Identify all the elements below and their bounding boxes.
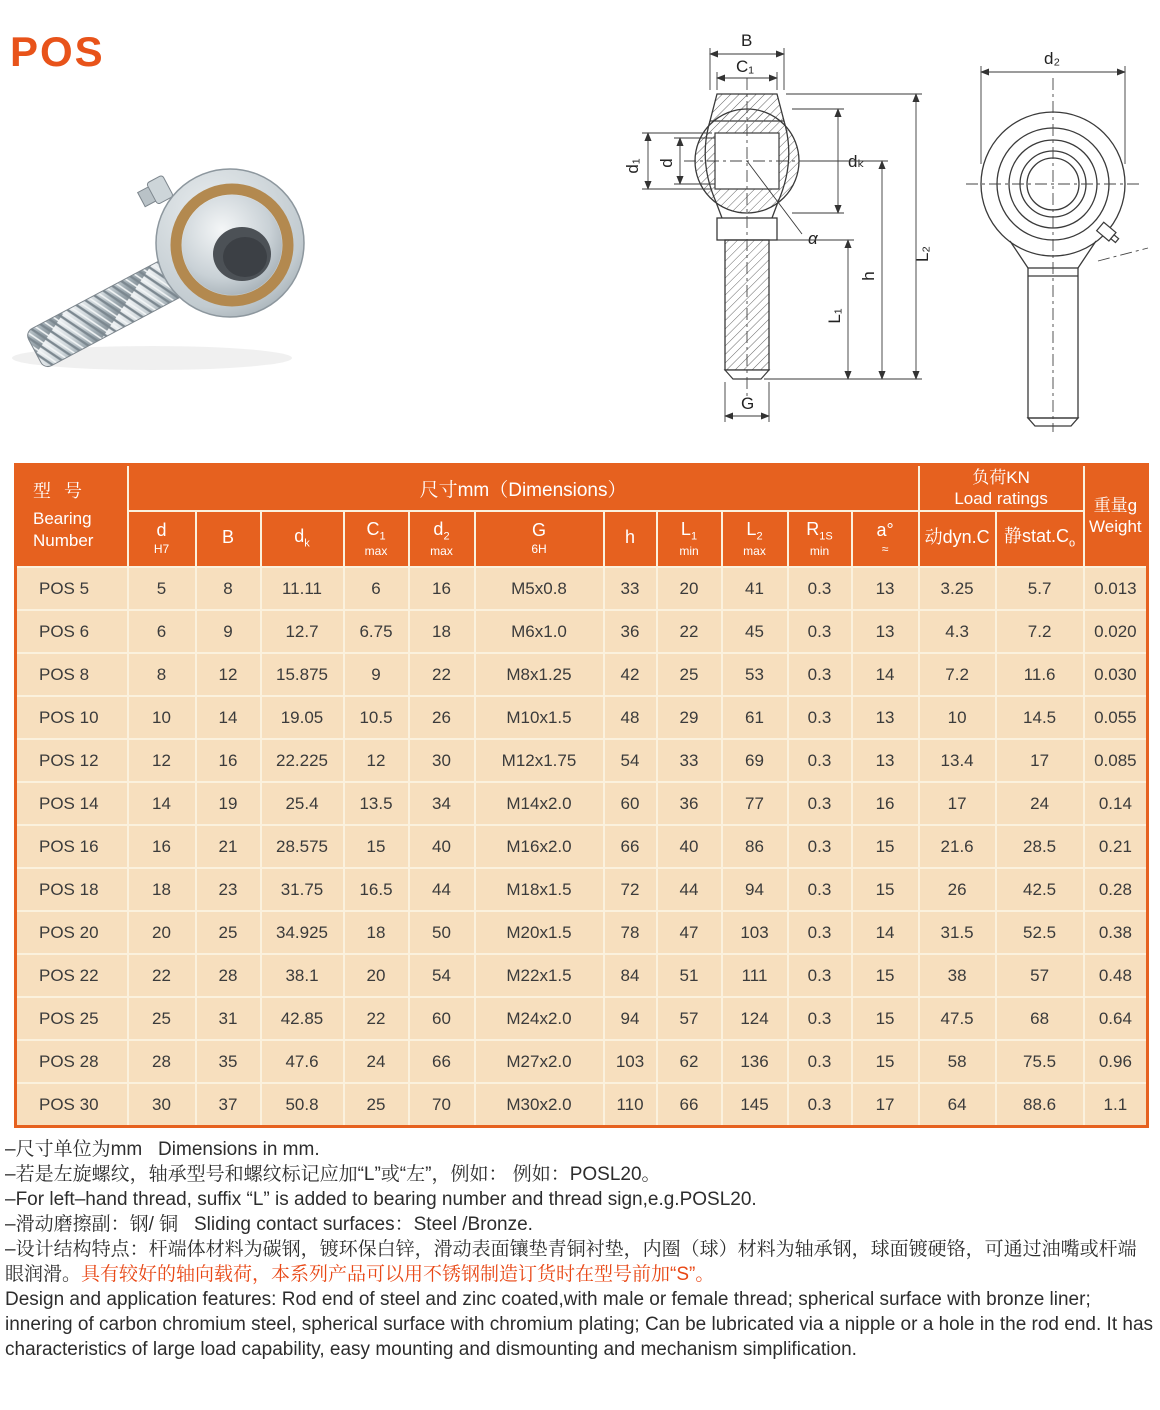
value-cell: 37 — [196, 1083, 261, 1127]
column-header: d H7 — [128, 511, 196, 567]
dim-dk-label: dₖ — [848, 152, 865, 171]
value-cell: M24x2.0 — [475, 997, 604, 1040]
value-cell: 18 — [344, 911, 409, 954]
value-cell: 7.2 — [996, 610, 1084, 653]
value-cell: 47.5 — [919, 997, 996, 1040]
value-cell: 25 — [128, 997, 196, 1040]
value-cell: M27x2.0 — [475, 1040, 604, 1083]
value-cell: 94 — [604, 997, 657, 1040]
value-cell: 16.5 — [344, 868, 409, 911]
value-cell: 11.6 — [996, 653, 1084, 696]
value-cell: 13 — [852, 696, 919, 739]
value-cell: M16x2.0 — [475, 825, 604, 868]
note-text-highlight: 具有较好的轴向载荷，本系列产品可以用不锈钢制造订货时在型号前加“S”。 — [81, 1264, 715, 1285]
bearing-number-cell: POS 14 — [16, 782, 128, 825]
value-cell: 25 — [344, 1083, 409, 1127]
value-cell: 48 — [604, 696, 657, 739]
note-line — [5, 1137, 1155, 1162]
table-row — [16, 610, 1148, 653]
value-cell: 10.5 — [344, 696, 409, 739]
spec-table — [14, 463, 1149, 1128]
column-header: a° ≈ — [852, 511, 919, 567]
value-cell: 22 — [344, 997, 409, 1040]
column-header: $C_1$ max — [344, 511, 409, 567]
value-cell: 58 — [919, 1040, 996, 1083]
value-cell: 0.3 — [788, 567, 852, 610]
bearing-number-cell: POS 16 — [16, 825, 128, 868]
value-cell: 25.4 — [261, 782, 344, 825]
column-header: 静$stat.C_o$ — [996, 511, 1084, 567]
dim-alpha-label: α — [808, 229, 818, 248]
dim-C1-label: C₁ — [736, 57, 755, 76]
bearing-number-cell: POS 20 — [16, 911, 128, 954]
dim-d2-label: d₂ — [1044, 49, 1061, 68]
note-text: –For left–hand thread, suffix “L” is added to bearing number and thread sign,e.g.POSL20. — [5, 1189, 757, 1210]
value-cell: 16 — [409, 567, 475, 610]
value-cell: 14 — [128, 782, 196, 825]
value-cell: 84 — [604, 954, 657, 997]
spec-table-body — [16, 567, 1148, 1127]
value-cell: M18x1.5 — [475, 868, 604, 911]
value-cell: 52.5 — [996, 911, 1084, 954]
value-cell: 0.3 — [788, 997, 852, 1040]
value-cell: 12.7 — [261, 610, 344, 653]
value-cell: 42.85 — [261, 997, 344, 1040]
bearing-number-cell: POS 28 — [16, 1040, 128, 1083]
note-text: –滑动磨擦副：钢/ 铜 Sliding contact surfaces：Steel /Bronze. — [5, 1214, 533, 1235]
value-cell: 111 — [722, 954, 788, 997]
value-cell: 18 — [128, 868, 196, 911]
value-cell: 6 — [344, 567, 409, 610]
value-cell: 29 — [657, 696, 722, 739]
value-cell: 8 — [128, 653, 196, 696]
weight-header-en: Weight — [1089, 517, 1142, 536]
table-row — [16, 954, 1148, 997]
bearing-number-cell: POS 10 — [16, 696, 128, 739]
bearing-number-header-en: Bearing Number — [33, 508, 94, 550]
bearing-number-header-cn: 型 号 — [33, 481, 87, 502]
column-header: B — [196, 511, 261, 567]
value-cell: 31 — [196, 997, 261, 1040]
value-cell: 13 — [852, 567, 919, 610]
value-cell: 13 — [852, 739, 919, 782]
column-header: h — [604, 511, 657, 567]
value-cell: 41 — [722, 567, 788, 610]
value-cell: 47.6 — [261, 1040, 344, 1083]
value-cell: 18 — [409, 610, 475, 653]
value-cell: 22 — [128, 954, 196, 997]
value-cell: 34 — [409, 782, 475, 825]
value-cell: 15 — [344, 825, 409, 868]
value-cell: 30 — [128, 1083, 196, 1127]
value-cell: 47 — [657, 911, 722, 954]
value-cell: 36 — [604, 610, 657, 653]
value-cell: 50 — [409, 911, 475, 954]
column-header-row — [16, 511, 1148, 567]
value-cell: 24 — [344, 1040, 409, 1083]
value-cell: 6 — [128, 610, 196, 653]
value-cell: 22 — [657, 610, 722, 653]
value-cell: 24 — [996, 782, 1084, 825]
value-cell: 19.05 — [261, 696, 344, 739]
value-cell: 19 — [196, 782, 261, 825]
value-cell: 33 — [657, 739, 722, 782]
value-cell: 12 — [128, 739, 196, 782]
table-row — [16, 782, 1148, 825]
note-text: –设计结构特点：杆端体材料为碳钢，镀环保白锌，滑动表面镶垫青铜衬垫，内圈（球）材料为轴承钢，球面镀硬铬，可通过油嘴或杆端眼润滑。 — [5, 1239, 1137, 1285]
value-cell: 78 — [604, 911, 657, 954]
threaded-stud — [725, 240, 769, 370]
value-cell: 17 — [996, 739, 1084, 782]
bearing-number-cell: POS 18 — [16, 868, 128, 911]
column-header: $L_2$ max — [722, 511, 788, 567]
value-cell: 72 — [604, 868, 657, 911]
value-cell: 21 — [196, 825, 261, 868]
value-cell: M20x1.5 — [475, 911, 604, 954]
bore-hole-inner — [223, 237, 267, 277]
value-cell: M6x1.0 — [475, 610, 604, 653]
load-ratings-header — [919, 465, 1084, 512]
bearing-number-cell: POS 22 — [16, 954, 128, 997]
value-cell: 9 — [344, 653, 409, 696]
value-cell: 14 — [196, 696, 261, 739]
value-cell: 103 — [604, 1040, 657, 1083]
value-cell: 77 — [722, 782, 788, 825]
value-cell: 57 — [657, 997, 722, 1040]
value-cell: 26 — [919, 868, 996, 911]
column-header: 动dyn.C — [919, 511, 996, 567]
value-cell: 69 — [722, 739, 788, 782]
value-cell: 66 — [604, 825, 657, 868]
value-cell: 0.3 — [788, 825, 852, 868]
value-cell: 42.5 — [996, 868, 1084, 911]
note-text: –尺寸单位为mm Dimensions in mm. — [5, 1139, 320, 1160]
value-cell: 0.28 — [1084, 868, 1148, 911]
value-cell: 45 — [722, 610, 788, 653]
value-cell: 9 — [196, 610, 261, 653]
value-cell: 70 — [409, 1083, 475, 1127]
value-cell: 86 — [722, 825, 788, 868]
value-cell: 20 — [344, 954, 409, 997]
table-row — [16, 825, 1148, 868]
value-cell: 31.75 — [261, 868, 344, 911]
value-cell: 103 — [722, 911, 788, 954]
value-cell: 60 — [409, 997, 475, 1040]
value-cell: 5 — [128, 567, 196, 610]
value-cell: 13.4 — [919, 739, 996, 782]
value-cell: M14x2.0 — [475, 782, 604, 825]
value-cell: 28 — [196, 954, 261, 997]
value-cell: 0.21 — [1084, 825, 1148, 868]
table-row — [16, 868, 1148, 911]
column-header: $R_{1S}$ min — [788, 511, 852, 567]
section-view-drawing — [612, 26, 944, 436]
value-cell: 16 — [852, 782, 919, 825]
value-cell: 4.3 — [919, 610, 996, 653]
note-line — [5, 1237, 1155, 1287]
value-cell: 66 — [657, 1083, 722, 1127]
value-cell: 12 — [196, 653, 261, 696]
value-cell: 13.5 — [344, 782, 409, 825]
column-header: $d_2$ max — [409, 511, 475, 567]
value-cell: 15 — [852, 1040, 919, 1083]
note-text: Design and application features: Rod end of steel and zinc coated,with male or female thread; spherical surface with bronze liner; innering of carbon chromium steel, spherical surface with chromium plating; Can be lubricated via a nipple or a hole in the rod end. It has characteristics of large load capability, easy mounting and dismounting and mechanism simplification. — [5, 1289, 1159, 1360]
value-cell: 0.64 — [1084, 997, 1148, 1040]
value-cell: 0.085 — [1084, 739, 1148, 782]
value-cell: 15.875 — [261, 653, 344, 696]
value-cell: 31.5 — [919, 911, 996, 954]
value-cell: 21.6 — [919, 825, 996, 868]
table-row — [16, 653, 1148, 696]
product-photo-image — [2, 140, 337, 380]
value-cell: 0.3 — [788, 868, 852, 911]
value-cell: 42 — [604, 653, 657, 696]
value-cell: 17 — [852, 1083, 919, 1127]
value-cell: 38 — [919, 954, 996, 997]
table-row — [16, 739, 1148, 782]
value-cell: 34.925 — [261, 911, 344, 954]
value-cell: 0.055 — [1084, 696, 1148, 739]
value-cell: 33 — [604, 567, 657, 610]
value-cell: M30x2.0 — [475, 1083, 604, 1127]
weight-header-cn: 重量g — [1093, 495, 1138, 515]
value-cell: 0.020 — [1084, 610, 1148, 653]
value-cell: 54 — [409, 954, 475, 997]
table-row — [16, 567, 1148, 610]
bearing-number-cell: POS 25 — [16, 997, 128, 1040]
column-header: $d_k$ — [261, 511, 344, 567]
value-cell: 0.14 — [1084, 782, 1148, 825]
value-cell: 25 — [196, 911, 261, 954]
footnotes — [5, 1137, 1159, 1362]
value-cell: 22.225 — [261, 739, 344, 782]
dim-d-label: d — [657, 158, 676, 168]
value-cell: 1.1 — [1084, 1083, 1148, 1127]
value-cell: 0.3 — [788, 696, 852, 739]
value-cell: 40 — [657, 825, 722, 868]
value-cell: 36 — [657, 782, 722, 825]
value-cell: 60 — [604, 782, 657, 825]
value-cell: 13 — [852, 610, 919, 653]
value-cell: 50.8 — [261, 1083, 344, 1127]
value-cell: 44 — [409, 868, 475, 911]
value-cell: 0.3 — [788, 610, 852, 653]
value-cell: 0.030 — [1084, 653, 1148, 696]
dim-h-label: h — [859, 271, 878, 281]
value-cell: 30 — [409, 739, 475, 782]
value-cell: 88.6 — [996, 1083, 1084, 1127]
value-cell: 14.5 — [996, 696, 1084, 739]
value-cell: 28.575 — [261, 825, 344, 868]
front-nipple — [1097, 222, 1121, 245]
value-cell: 94 — [722, 868, 788, 911]
value-cell: 14 — [852, 911, 919, 954]
value-cell: M5x0.8 — [475, 567, 604, 610]
value-cell: 28.5 — [996, 825, 1084, 868]
note-line — [5, 1287, 1159, 1362]
value-cell: 25 — [657, 653, 722, 696]
weight-header — [1084, 465, 1148, 568]
value-cell: 15 — [852, 954, 919, 997]
value-cell: 124 — [722, 997, 788, 1040]
note-text: –若是左旋螺纹，轴承型号和螺纹标记应加“L”或“左”，例如： 例如：POSL20。 — [5, 1164, 661, 1185]
value-cell: 10 — [919, 696, 996, 739]
value-cell: 0.3 — [788, 653, 852, 696]
value-cell: 10 — [128, 696, 196, 739]
value-cell: M22x1.5 — [475, 954, 604, 997]
front-view-drawing — [948, 36, 1160, 436]
value-cell: 110 — [604, 1083, 657, 1127]
value-cell: 62 — [657, 1040, 722, 1083]
value-cell: 7.2 — [919, 653, 996, 696]
value-cell: M8x1.25 — [475, 653, 604, 696]
load-ratings-header-cn: 负荷KN — [972, 467, 1030, 487]
value-cell: 136 — [722, 1040, 788, 1083]
table-row — [16, 1083, 1148, 1127]
value-cell: 26 — [409, 696, 475, 739]
value-cell: 16 — [128, 825, 196, 868]
value-cell: 0.3 — [788, 1040, 852, 1083]
value-cell: 0.3 — [788, 911, 852, 954]
bearing-number-header — [16, 465, 128, 568]
value-cell: 0.013 — [1084, 567, 1148, 610]
table-row — [16, 997, 1148, 1040]
value-cell: 61 — [722, 696, 788, 739]
bearing-number-cell: POS 12 — [16, 739, 128, 782]
value-cell: 0.3 — [788, 954, 852, 997]
value-cell: 17 — [919, 782, 996, 825]
bearing-number-cell: POS 6 — [16, 610, 128, 653]
page-title: POS — [10, 28, 105, 75]
value-cell: 44 — [657, 868, 722, 911]
bearing-number-cell: POS 5 — [16, 567, 128, 610]
value-cell: 64 — [919, 1083, 996, 1127]
column-header: G 6H — [475, 511, 604, 567]
table-row — [16, 1040, 1148, 1083]
value-cell: 14 — [852, 653, 919, 696]
value-cell: 66 — [409, 1040, 475, 1083]
value-cell: 35 — [196, 1040, 261, 1083]
note-line — [5, 1212, 1155, 1237]
dim-B-label: B — [741, 31, 753, 50]
value-cell: 0.48 — [1084, 954, 1148, 997]
value-cell: 16 — [196, 739, 261, 782]
bearing-number-cell: POS 8 — [16, 653, 128, 696]
table-row — [16, 696, 1148, 739]
value-cell: 15 — [852, 997, 919, 1040]
value-cell: 0.38 — [1084, 911, 1148, 954]
table-row — [16, 911, 1148, 954]
value-cell: 3.25 — [919, 567, 996, 610]
value-cell: 20 — [128, 911, 196, 954]
load-ratings-header-en: Load ratings — [954, 489, 1048, 508]
value-cell: 20 — [657, 567, 722, 610]
value-cell: 0.96 — [1084, 1040, 1148, 1083]
dimensions-header: 尺寸mm（Dimensions） — [128, 465, 919, 512]
value-cell: 145 — [722, 1083, 788, 1127]
value-cell: 22 — [409, 653, 475, 696]
value-cell: 23 — [196, 868, 261, 911]
dim-d1-label: d₁ — [623, 158, 642, 174]
value-cell: 57 — [996, 954, 1084, 997]
value-cell: 40 — [409, 825, 475, 868]
value-cell: 8 — [196, 567, 261, 610]
note-line — [5, 1187, 1155, 1212]
value-cell: 0.3 — [788, 739, 852, 782]
value-cell: 0.3 — [788, 782, 852, 825]
value-cell: 12 — [344, 739, 409, 782]
value-cell: 28 — [128, 1040, 196, 1083]
value-cell: 54 — [604, 739, 657, 782]
note-line — [5, 1162, 1155, 1187]
dim-L1-label: L₁ — [825, 308, 844, 324]
value-cell: 68 — [996, 997, 1084, 1040]
value-cell: 38.1 — [261, 954, 344, 997]
value-cell: 6.75 — [344, 610, 409, 653]
column-header: $L_1$ min — [657, 511, 722, 567]
value-cell: 5.7 — [996, 567, 1084, 610]
value-cell: 15 — [852, 868, 919, 911]
value-cell: M12x1.75 — [475, 739, 604, 782]
value-cell: 15 — [852, 825, 919, 868]
dim-L2-label: L₂ — [913, 245, 932, 263]
value-cell: 0.3 — [788, 1083, 852, 1127]
value-cell: M10x1.5 — [475, 696, 604, 739]
dim-G-label: G — [741, 394, 755, 413]
value-cell: 53 — [722, 653, 788, 696]
value-cell: 51 — [657, 954, 722, 997]
top-area — [0, 0, 1160, 460]
bearing-number-cell: POS 30 — [16, 1083, 128, 1127]
value-cell: 11.11 — [261, 567, 344, 610]
value-cell: 75.5 — [996, 1040, 1084, 1083]
